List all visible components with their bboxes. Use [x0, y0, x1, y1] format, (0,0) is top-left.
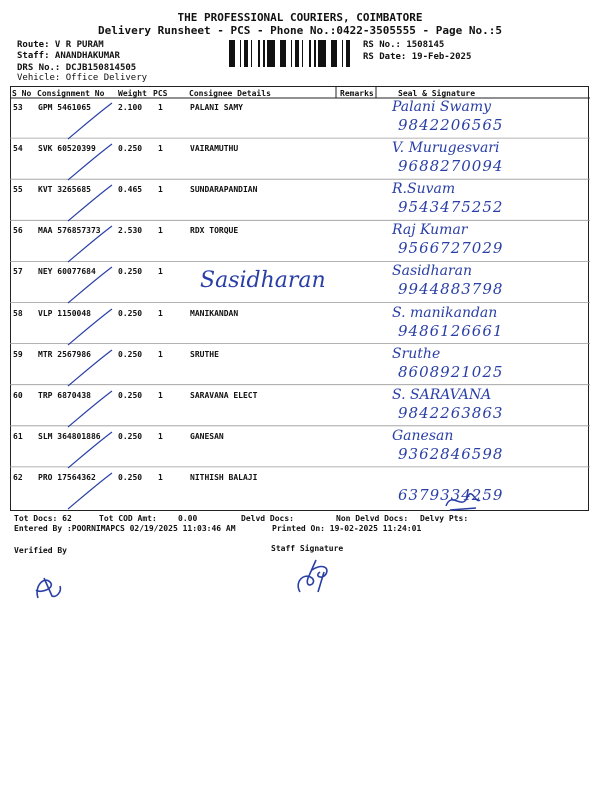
- col-header-remarks: Remarks: [340, 89, 374, 98]
- row-sno: 59: [13, 349, 23, 359]
- row-weight: 0.250: [118, 349, 143, 359]
- barcode-bar: [291, 40, 292, 67]
- barcode-bar: [318, 40, 321, 67]
- delivery-tick-stroke: [68, 473, 112, 509]
- col-header-pcs: PCS: [153, 89, 168, 98]
- company-title: THE PROFESSIONAL COURIERS, COIMBATORE: [177, 11, 423, 24]
- row-pcs: 1: [158, 390, 163, 400]
- row-weight: 2.100: [118, 103, 143, 112]
- row-weight: 0.250: [118, 431, 143, 441]
- row-weight: 0.250: [118, 144, 143, 154]
- handwritten-signature-name: Sruthe: [392, 345, 441, 362]
- barcode-bar: [258, 40, 260, 67]
- row-consignee: SARAVANA ELECT: [190, 390, 258, 400]
- delivery-tick-stroke: [68, 267, 112, 303]
- handwritten-signature-name: V. Murugesvari: [392, 140, 500, 157]
- row-consignment-no: KVT 3265685: [38, 185, 91, 195]
- row-consignment-no: MAA 576857373: [38, 226, 101, 236]
- barcode-bar: [240, 40, 241, 67]
- col-header-weight: Weight: [118, 89, 147, 98]
- barcode-bar: [270, 40, 272, 67]
- handwritten-phone: 9543475252: [398, 198, 504, 217]
- row-weight: 0.465: [118, 185, 143, 195]
- staff-signature-label: Staff Signature: [271, 544, 344, 553]
- delivery-tick-stroke: [68, 350, 112, 386]
- row-consignee: PALANI SAMY: [190, 103, 243, 112]
- verified-by-label: Verified By: [14, 546, 67, 555]
- barcode-bar: [267, 40, 270, 67]
- delivery-tick-stroke: [68, 309, 112, 345]
- rs-date: RS Date: 19-Feb-2025: [363, 52, 472, 62]
- row-sno: 55: [13, 185, 23, 195]
- row-pcs: 1: [158, 226, 163, 236]
- row-sno: 58: [13, 308, 23, 318]
- handwritten-phone: 9362846598: [398, 444, 504, 463]
- col-header-signature: Seal & Signature: [398, 89, 476, 98]
- handwritten-phone: 6379334259: [398, 485, 504, 504]
- total-cod-label: Tot COD Amt:: [99, 514, 157, 523]
- drs-number: DRS No.: DCJB150814505: [17, 63, 137, 73]
- row-pcs: 1: [158, 103, 163, 112]
- delivery-points: Delvy Pts:: [420, 514, 469, 523]
- handwritten-signature-name: S. manikandan: [392, 304, 498, 321]
- delivery-tick-stroke: [68, 391, 112, 427]
- row-pcs: 1: [158, 472, 163, 482]
- handwritten-signature-name: Palani Swamy: [392, 99, 492, 115]
- row-consignee: MANIKANDAN: [190, 308, 239, 318]
- handwritten-signature-name: Raj Kumar: [392, 222, 468, 239]
- last-row-signature: [442, 484, 482, 514]
- barcode-bar: [323, 40, 326, 67]
- row-sno: 60: [13, 390, 23, 400]
- handwritten-phone: 9566727029: [398, 239, 504, 258]
- row-weight: 0.250: [118, 472, 143, 482]
- row-sno: 57: [13, 267, 23, 277]
- row-consignee: VAIRAMUTHU: [190, 144, 239, 154]
- rs-number: RS No.: 1508145: [363, 40, 445, 50]
- row-weight: 0.250: [118, 267, 143, 277]
- barcode-bar: [346, 40, 349, 67]
- row-consignee: NITHISH BALAJI: [190, 472, 258, 482]
- barcode-bar: [331, 40, 334, 67]
- route-label: Route: V R PURAM: [17, 40, 104, 50]
- barcode-bar: [309, 40, 311, 67]
- row-consignment-no: PRO 17564362: [38, 472, 96, 482]
- handwritten-phone: 9486126661: [398, 321, 504, 340]
- row-consignment-no: MTR 2567986: [38, 349, 91, 359]
- barcode-bar: [244, 40, 247, 67]
- barcode-bar: [251, 40, 252, 67]
- row-consignee: SUNDARAPANDIAN: [190, 185, 258, 195]
- delivery-tick-stroke: [68, 185, 112, 221]
- barcode-bar: [349, 40, 350, 67]
- row-consignee: SRUTHE: [190, 349, 219, 359]
- row-consignment-no: NEY 60077684: [38, 267, 96, 277]
- delivery-tick-mark: [66, 224, 116, 264]
- row-pcs: 1: [158, 267, 163, 277]
- verifier-signature: [30, 568, 70, 604]
- row-consignee: RDX TORQUE: [190, 226, 239, 236]
- row-weight: 0.250: [118, 390, 143, 400]
- col-header-consignee: Consignee Details: [189, 89, 271, 98]
- handwritten-signature-name: Sasidharan: [392, 263, 472, 280]
- barcode-bar: [342, 40, 343, 67]
- barcode-bar: [295, 40, 298, 67]
- total-cod-value: 0.00: [178, 514, 198, 523]
- barcode-bar: [280, 40, 283, 67]
- handwritten-phone: 8608921025: [398, 362, 504, 381]
- row-pcs: 1: [158, 349, 163, 359]
- row-sno: 53: [13, 103, 23, 112]
- barcode-bar: [334, 40, 337, 67]
- row-consignment-no: SLM 364801886: [38, 431, 101, 441]
- delivery-tick-mark: [66, 101, 116, 141]
- handwritten-phone: 9842263863: [398, 403, 504, 422]
- delivery-tick-mark: [66, 183, 116, 223]
- barcode: [229, 40, 353, 67]
- row-pcs: 1: [158, 308, 163, 318]
- row-sno: 62: [13, 472, 23, 482]
- row-sno: 56: [13, 226, 23, 236]
- printed-on: Printed On: 19-02-2025 11:24:01: [272, 524, 422, 533]
- non-delivered-docs: Non Delvd Docs:: [336, 514, 409, 523]
- handwritten-remark: Sasidharan: [200, 268, 326, 293]
- total-docs: Tot Docs: 62: [14, 514, 72, 523]
- vehicle-label: Vehicle: Office Delivery: [17, 73, 148, 83]
- delivery-tick-mark: [66, 430, 116, 470]
- delivered-docs: Delvd Docs:: [241, 514, 294, 523]
- staff-signature-mark: [290, 552, 340, 598]
- delivery-tick-mark: [66, 471, 116, 511]
- handwritten-phone: 9842206565: [398, 116, 504, 134]
- barcode-bar: [229, 40, 232, 67]
- barcode-bar: [263, 40, 265, 67]
- row-consignee: GANESAN: [190, 431, 224, 441]
- barcode-bar: [298, 40, 299, 67]
- handwritten-phone: 9688270094: [398, 157, 504, 176]
- row-consignment-no: TRP 6870438: [38, 390, 91, 400]
- runsheet-title: Delivery Runsheet - PCS - Phone No.:0422-3505555 - Page No.:5: [98, 24, 502, 37]
- delivery-tick-mark: [66, 348, 116, 388]
- row-weight: 2.530: [118, 226, 143, 236]
- barcode-bar: [247, 40, 248, 67]
- row-pcs: 1: [158, 185, 163, 195]
- barcode-bar: [272, 40, 275, 67]
- delivery-tick-mark: [66, 307, 116, 347]
- delivery-tick-stroke: [68, 144, 112, 180]
- barcode-bar: [283, 40, 286, 67]
- col-header-sno: S No: [12, 89, 32, 98]
- staff-label: Staff: ANANDHAKUMAR: [17, 51, 120, 61]
- barcode-bar: [232, 40, 235, 67]
- delivery-tick-stroke: [68, 103, 112, 139]
- row-sno: 54: [13, 144, 23, 154]
- row-pcs: 1: [158, 431, 163, 441]
- barcode-bar: [314, 40, 316, 67]
- handwritten-signature-name: R.Suvam: [392, 181, 456, 198]
- delivery-tick-mark: [66, 265, 116, 305]
- handwritten-phone: 9944883798: [398, 280, 504, 299]
- delivery-tick-stroke: [68, 226, 112, 262]
- barcode-bar: [321, 40, 323, 67]
- row-sno: 61: [13, 431, 23, 441]
- row-consignment-no: GPM 5461065: [38, 103, 91, 112]
- delivery-tick-mark: [66, 389, 116, 429]
- barcode-bar: [302, 40, 303, 67]
- row-weight: 0.250: [118, 308, 143, 318]
- row-consignment-no: SVK 60520399: [38, 144, 96, 154]
- delivery-tick-stroke: [68, 432, 112, 468]
- handwritten-signature-name: S. SARAVANA: [392, 386, 492, 403]
- handwritten-signature-name: Ganesan: [392, 427, 454, 444]
- row-consignment-no: VLP 1150048: [38, 308, 91, 318]
- row-pcs: 1: [158, 144, 163, 154]
- delivery-tick-mark: [66, 142, 116, 182]
- col-header-consignment: Consignment No: [37, 89, 105, 98]
- entered-by: Entered By :POORNIMAPCS 02/19/2025 11:03:46 AM: [14, 524, 236, 533]
